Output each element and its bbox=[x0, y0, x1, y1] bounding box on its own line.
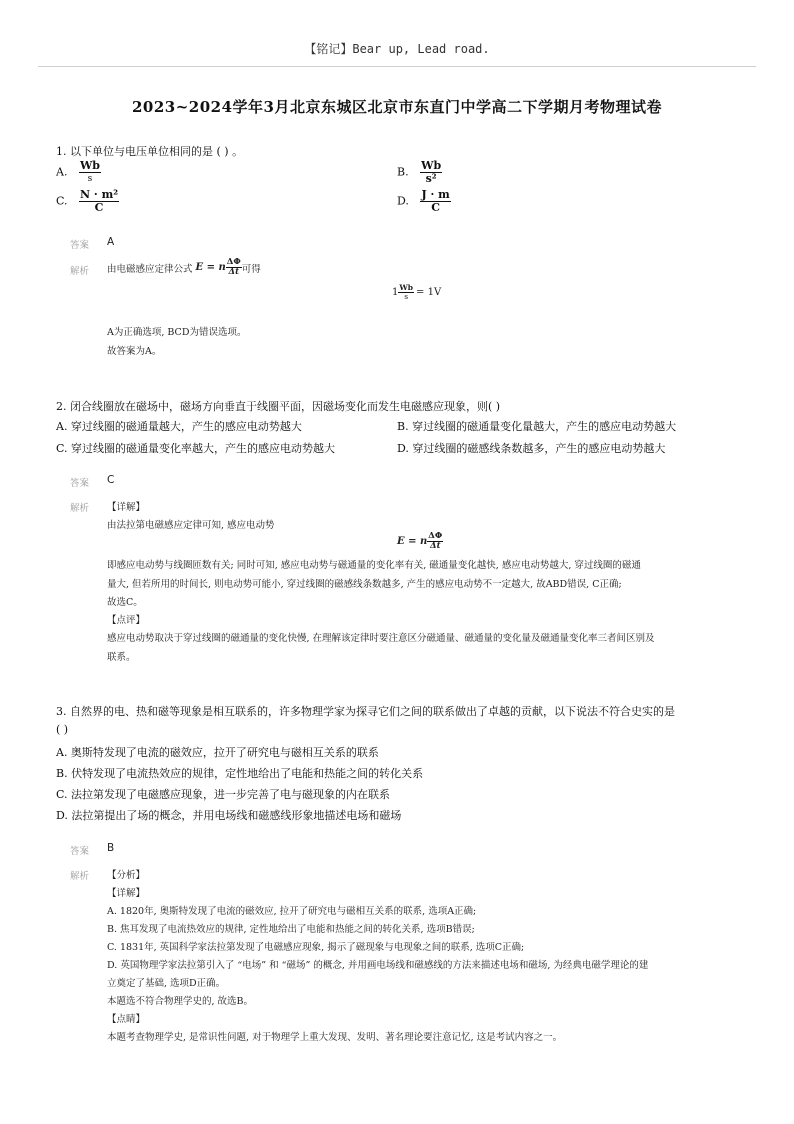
formula-fraction bbox=[427, 532, 443, 551]
fraction bbox=[79, 160, 101, 185]
q3-option-c[interactable]: C. 法拉第发现了电磁感应现象，进一步完善了电与磁现象的内在联系 bbox=[56, 788, 391, 801]
option-letter: C. bbox=[56, 194, 68, 208]
solution-text: 由电磁感应定律公式 bbox=[107, 263, 193, 275]
q3-option-b[interactable]: B. 伏特发现了电流热效应的规律，定性地给出了电能和热能之间的转化关系 bbox=[56, 767, 424, 780]
q1-solution-line1 bbox=[107, 258, 261, 277]
page-title: 2023~2024学年3月北京东城区北京市东直门中学高二下学期月考物理试卷 bbox=[131, 98, 662, 116]
solution-text: 可得 bbox=[241, 263, 261, 275]
q1-stem: 1. 以下单位与电压单位相同的是 ( ) 。 bbox=[56, 145, 244, 158]
numerator: Wb bbox=[421, 159, 442, 172]
q3-line-a: A. 1820年, 奥斯特发现了电流的磁效应, 拉开了研究电与磁相互关系的联系, 选项A正确; bbox=[107, 906, 477, 917]
q3-stem: 3. 自然界的电、热和磁等现象是相互联系的，许多物理学家为探寻它们之间的联系做出了卓越的贡献，以下说法不符合史实的是 bbox=[56, 705, 675, 718]
numerator: J · m bbox=[421, 188, 450, 201]
option-letter: D. bbox=[397, 194, 409, 208]
q1-option-b[interactable] bbox=[397, 160, 442, 185]
formula-fraction bbox=[398, 284, 414, 301]
denominator: Δt bbox=[429, 541, 441, 551]
q1-answer-label: 答案 bbox=[70, 240, 90, 251]
q3-line-d: D. 英国物理学家法拉第引入了 “电场” 和 “磁场” 的概念, 并用画电场线和磁感线的方法来描述电场和磁场, 为经典电磁学理论的建 bbox=[107, 960, 649, 971]
q1-option-d[interactable] bbox=[397, 189, 451, 214]
numerator: Wb bbox=[399, 283, 414, 292]
q1-answer: A bbox=[107, 236, 115, 248]
q2-line1: 由法拉第电磁感应定律可知, 感应电动势 bbox=[107, 520, 275, 531]
denominator: C bbox=[431, 201, 440, 214]
q3-analysis-label: 解析 bbox=[70, 871, 90, 882]
header-motto: 【铭记】Bear up, Lead road. bbox=[304, 42, 490, 56]
q1-solution-line2: A为正确选项, BCD为错误选项。 bbox=[107, 327, 247, 338]
option-letter: B. bbox=[397, 165, 409, 179]
q2-answer-label: 答案 bbox=[70, 478, 90, 489]
option-letter: A. bbox=[56, 165, 68, 179]
denominator: s² bbox=[425, 172, 437, 185]
q2-option-c[interactable]: C. 穿过线圈的磁通量变化率越大，产生的感应电动势越大 bbox=[56, 442, 336, 455]
q3-answer: B bbox=[107, 842, 115, 854]
denominator: s bbox=[404, 292, 409, 301]
q1-analysis-label: 解析 bbox=[70, 266, 90, 277]
q2-option-a[interactable]: A. 穿过线圈的磁通量越大，产生的感应电动势越大 bbox=[56, 420, 302, 433]
q3-line-d-cont: 立奠定了基础, 选项D正确。 bbox=[107, 978, 226, 989]
equation-term: = 1V bbox=[416, 287, 442, 298]
q3-comment-tag: 【点睛】 bbox=[107, 1014, 146, 1025]
q3-answer-label: 答案 bbox=[70, 846, 90, 857]
q2-comment-tag: 【点评】 bbox=[107, 615, 146, 626]
denominator: C bbox=[94, 201, 104, 214]
numerator: Wb bbox=[79, 159, 100, 172]
q2-line4: 故选C。 bbox=[107, 597, 143, 608]
header-divider bbox=[38, 66, 756, 67]
q2-line2: 即感应电动势与线圈匝数有关; 同时可知, 感应电动势与磁通量的变化率有关, 磁通量变化越快, 感应电动势越大, 穿过线圈的磁通 bbox=[107, 560, 641, 571]
numerator: N · m² bbox=[80, 188, 119, 201]
numerator: ΔΦ bbox=[226, 257, 241, 267]
q3-stem-bracket: ( ) bbox=[56, 723, 69, 736]
formula-lhs: E = n bbox=[195, 262, 226, 273]
fraction bbox=[420, 160, 442, 185]
equation-term: 1 bbox=[392, 287, 399, 298]
q3-comment: 本题考查物理学史, 是常识性问题, 对于物理学上重大发现、发明、著名理论要注意记忆, 这是考试内容之一。 bbox=[107, 1032, 563, 1043]
formula-fraction bbox=[226, 258, 242, 277]
q2-detail-tag: 【详解】 bbox=[107, 502, 146, 513]
q2-stem: 2. 闭合线圈放在磁场中，磁场方向垂直于线圈平面，因磁场变化而发生电磁感应现象，则( ) bbox=[56, 400, 501, 413]
q1-solution-line3: 故答案为A。 bbox=[107, 346, 162, 357]
denominator: Δt bbox=[228, 267, 240, 277]
q3-option-a[interactable]: A. 奥斯特发现了电流的磁效应，拉开了研究电与磁相互关系的联系 bbox=[56, 746, 379, 759]
q2-option-b[interactable]: B. 穿过线圈的磁通量变化量越大，产生的感应电动势越大 bbox=[397, 420, 677, 433]
q2-analysis-label: 解析 bbox=[70, 503, 90, 514]
q3-analysis-tag: 【分析】 bbox=[107, 870, 146, 881]
q3-detail-tag: 【详解】 bbox=[107, 888, 146, 899]
q3-conclusion: 本题选不符合物理学史的, 故选B。 bbox=[107, 996, 254, 1007]
q2-equation bbox=[397, 532, 443, 551]
formula-lhs: E = n bbox=[397, 536, 428, 547]
q3-line-c: C. 1831年, 英国科学家法拉第发现了电磁感应现象, 揭示了磁现象与电现象之间的联系, 选项C正确; bbox=[107, 942, 525, 953]
q1-option-a[interactable] bbox=[56, 160, 101, 185]
q1-option-c[interactable] bbox=[56, 189, 119, 214]
q3-option-d[interactable]: D. 法拉第提出了场的概念，并用电场线和磁感线形象地描述电场和磁场 bbox=[56, 809, 402, 822]
q2-option-d[interactable]: D. 穿过线圈的磁感线条数越多，产生的感应电动势越大 bbox=[397, 442, 666, 455]
denominator: s bbox=[87, 174, 93, 184]
q3-line-b: B. 焦耳发现了电流热效应的规律, 定性地给出了电能和热能之间的转化关系, 选项B错误; bbox=[107, 924, 475, 935]
q2-answer: C bbox=[107, 474, 115, 486]
fraction bbox=[420, 189, 450, 214]
q2-line5: 感应电动势取决于穿过线圈的磁通量的变化快慢, 在理解该定律时要注意区分磁通量、磁通量的变化量及磁通量变化率三者间区别及 bbox=[107, 633, 655, 644]
q1-equation bbox=[392, 284, 441, 301]
numerator: ΔΦ bbox=[428, 531, 443, 541]
fraction bbox=[79, 189, 119, 214]
q2-line3: 量大, 但若所用的时间长, 则电动势可能小, 穿过线圈的磁感线条数越多, 产生的感应电动势不一定越大, 故ABD错误, C正确; bbox=[107, 579, 622, 590]
q2-line6: 联系。 bbox=[107, 652, 136, 663]
